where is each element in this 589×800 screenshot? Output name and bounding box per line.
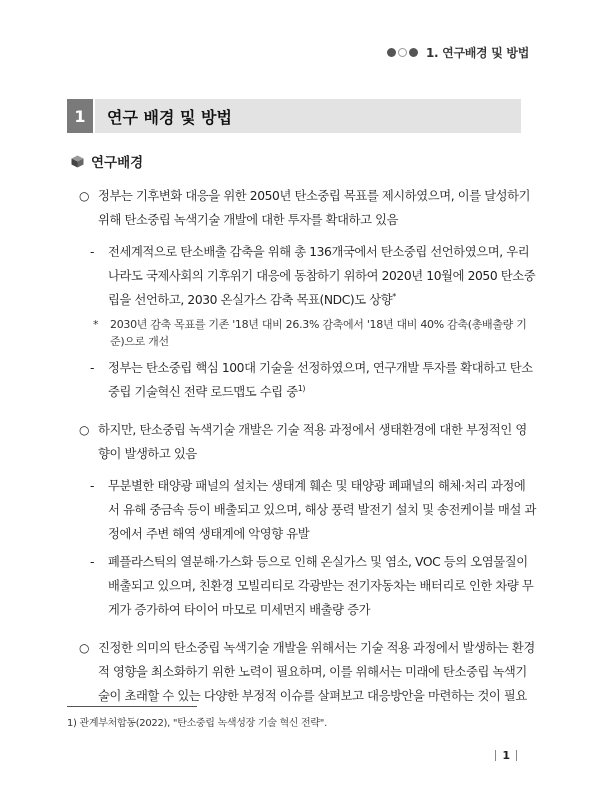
cube-icon <box>71 155 84 168</box>
footnote-divider <box>67 706 197 707</box>
note-item <box>76 316 536 350</box>
running-header <box>387 44 529 61</box>
chapter-title-bar <box>67 99 521 133</box>
page-number-value: 1 <box>502 749 510 762</box>
item-text: 정부는 탄소중립 핵심 100대 기술을 선정하였으며, 연구개발 투자를 확대하고 탄소중립 기술혁신 전략 로드맵도 수립 중 <box>108 361 533 399</box>
list-item <box>76 184 536 232</box>
chapter-number: 1 <box>67 99 93 133</box>
progress-dots-icon <box>387 48 420 57</box>
list-item <box>76 240 536 312</box>
list-item <box>76 636 536 708</box>
item-text: 폐플라스틱의 열분해·가스화 등으로 인해 온실가스 및 염소, VOC 등의 오염물질이 배출되고 있으며, 친환경 모빌리티로 각광받는 전기자동차는 배터리로 인한 차량 무게가 증가하여 타이어 마모로 미세먼지 배출량 증가 <box>108 555 534 617</box>
dash-bullet: - <box>90 479 95 493</box>
item-text: 하지만, 탄소중립 녹색기술 개발은 기술 적용 과정에서 생태환경에 대한 부정적인 영향이 발생하고 있음 <box>98 423 527 461</box>
list-item <box>76 550 536 622</box>
footnote-marker: 1) <box>297 383 306 393</box>
item-text: 정부는 기후변화 대응을 위한 2050년 탄소중립 목표를 제시하였으며, 이를 달성하기 위해 탄소중립 녹색기술 개발에 대한 투자를 확대하고 있음 <box>98 189 531 227</box>
circle-bullet: ○ <box>79 641 90 655</box>
running-header-text: 1. 연구배경 및 방법 <box>426 46 529 60</box>
list-item <box>76 356 536 404</box>
dash-bullet: - <box>90 555 95 569</box>
item-text: 무분별한 태양광 패널의 설치는 생태계 훼손 및 태양광 폐패널의 해체·처리 과정에서 유해 중금속 등이 배출되고 있으며, 해상 풍력 발전기 설치 및 송전케이블 매설 과정에서 주변 해역 생태계에 악영향 유발 <box>108 479 536 541</box>
list-item <box>76 418 536 466</box>
section-heading <box>71 151 143 171</box>
divider-bar <box>516 750 517 761</box>
divider-bar <box>495 750 496 761</box>
circle-bullet: ○ <box>79 189 90 203</box>
page-number <box>489 749 523 762</box>
footnote: 1) 관계부처합동(2022), "탄소중립 녹색성장 기술 혁신 전략". <box>67 718 327 729</box>
section-title: 연구배경 <box>91 155 144 171</box>
note-marker: * <box>392 291 396 301</box>
star-bullet: * <box>93 318 99 331</box>
circle-bullet: ○ <box>79 423 90 437</box>
item-text: 진정한 의미의 탄소중립 녹색기술 개발을 위해서는 기술 적용 과정에서 발생하는 환경적 영향을 최소화하기 위한 노력이 필요하며, 이를 위해서는 미래에 탄소중립 녹색기술이 초래할 수 있는 다양한 부정적 이슈를 살펴보고 대응방안을 마련하는 것이 필요 <box>98 641 535 703</box>
dash-bullet: - <box>90 361 95 375</box>
dash-bullet: - <box>90 245 95 259</box>
chapter-title: 연구 배경 및 방법 <box>93 99 521 133</box>
list-item <box>76 474 536 546</box>
item-text: 전세계적으로 탄소배출 감축을 위해 총 136개국에서 탄소중립 선언하였으며, 우리나라도 국제사회의 기후위기 대응에 동참하기 위하여 2020년 10월에 2050 탄소중립을 선언하고, 2030 온실가스 감축 목표(NDC)도 상향 <box>108 245 536 307</box>
note-text: 2030년 감축 목표를 기존 '18년 대비 26.3% 감축에서 '18년 대비 40% 감축(총배출량 기준)으로 개선 <box>110 318 527 348</box>
body-content <box>76 184 536 716</box>
